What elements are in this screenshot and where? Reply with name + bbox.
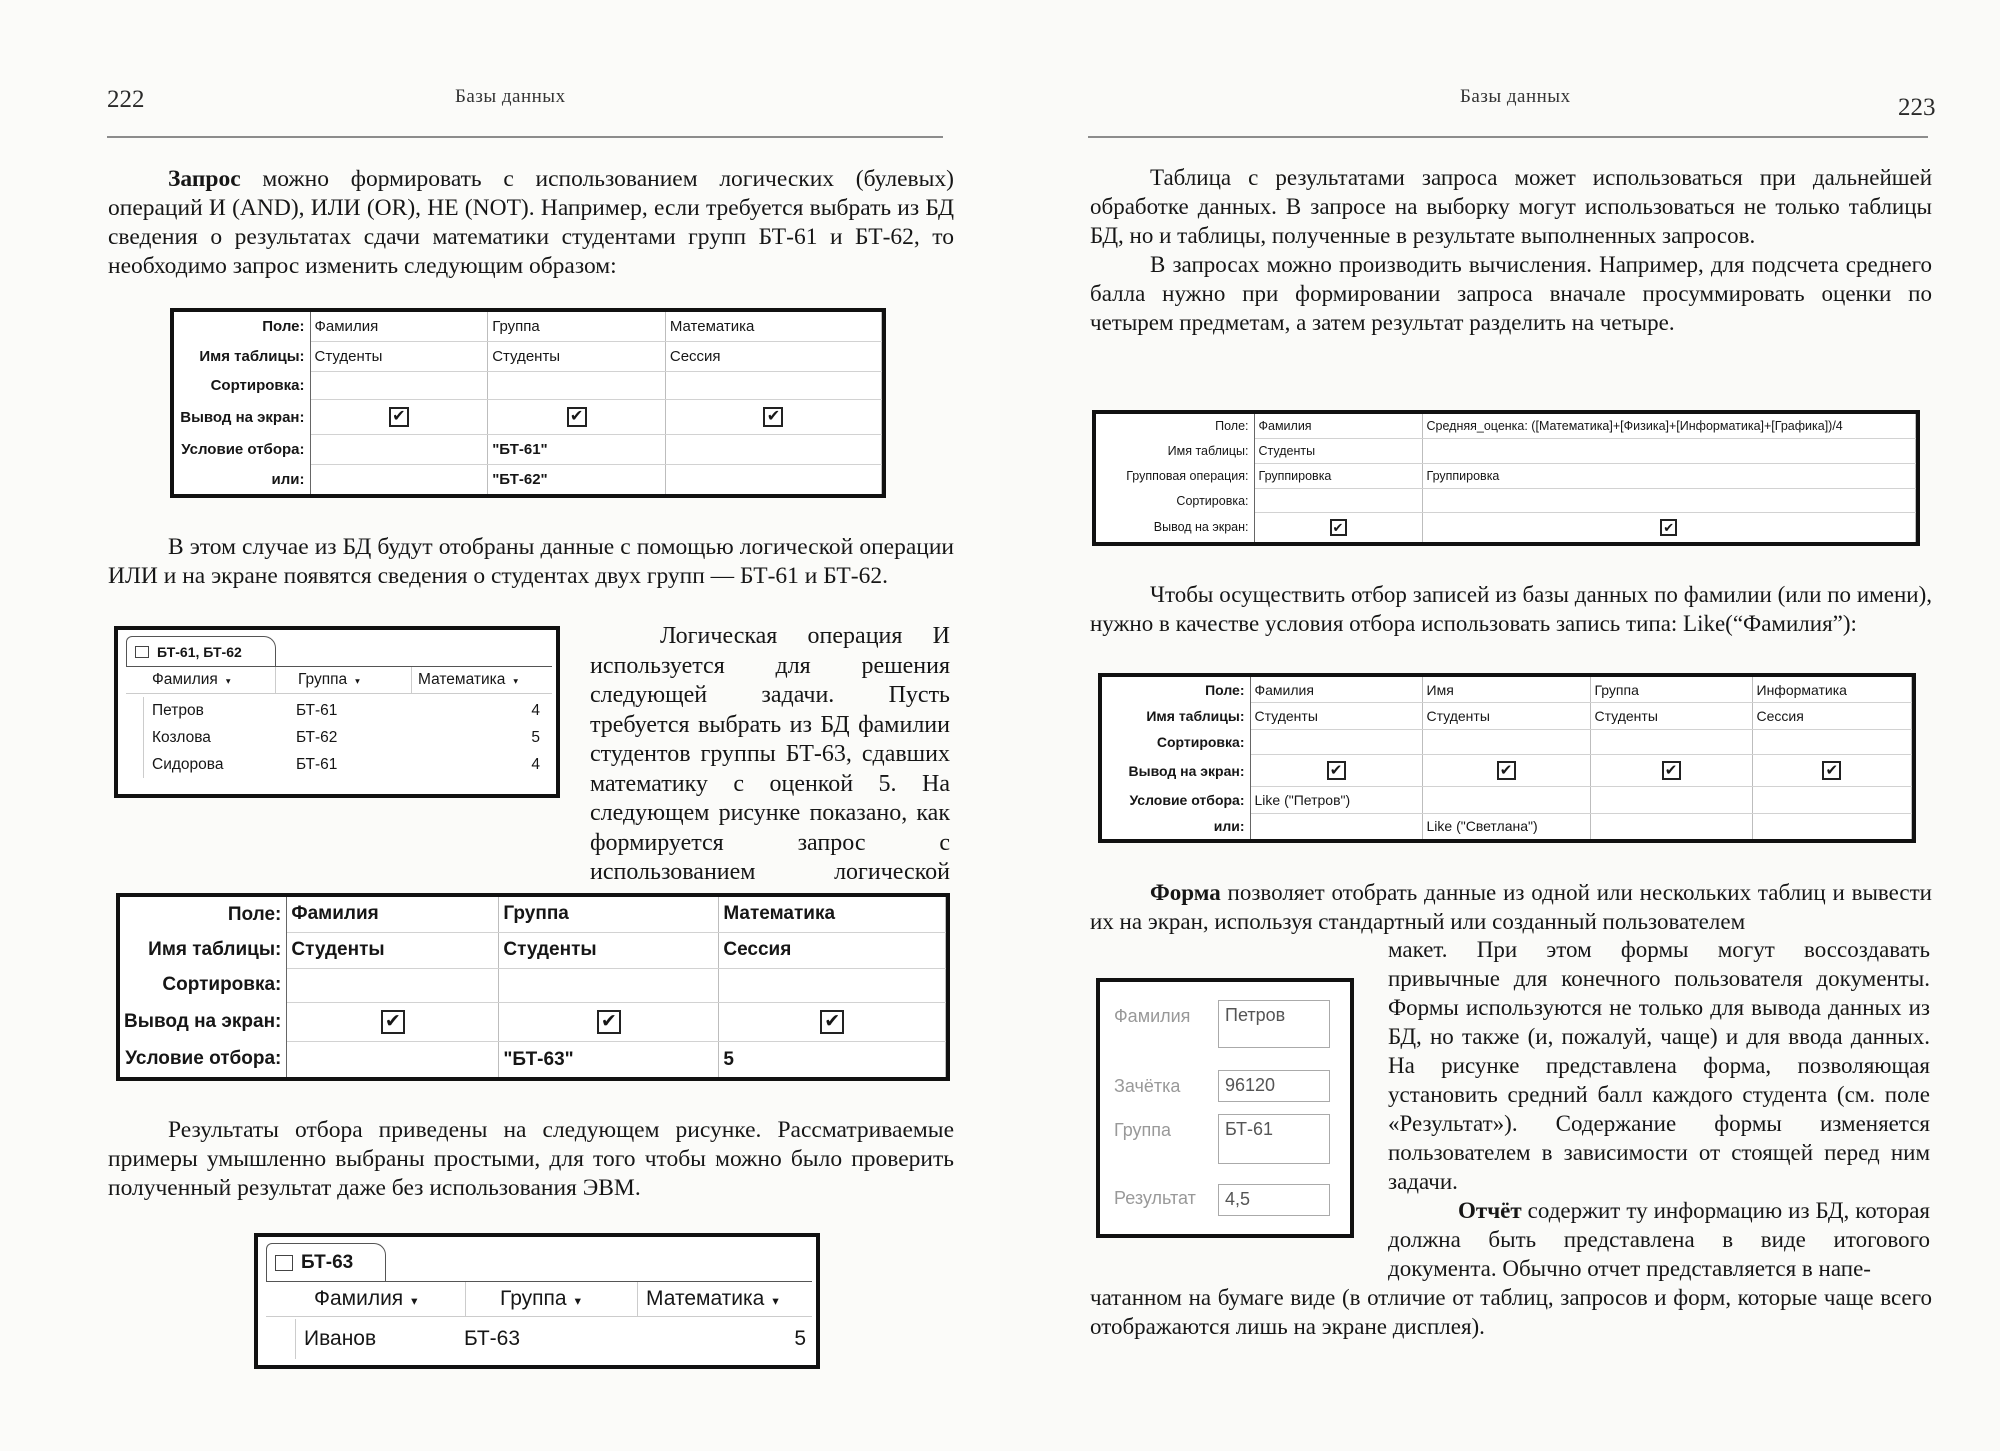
running-head: Базы данных xyxy=(1460,86,1571,107)
grid-label: Условие отбора: xyxy=(120,1042,287,1077)
show-checkbox[interactable]: ✔ xyxy=(763,407,783,427)
table-cell[interactable]: Сессия xyxy=(1752,703,1912,730)
student-form xyxy=(1096,978,1354,1238)
field-cell[interactable]: Группа xyxy=(499,897,719,932)
grid-label: Сортировка: xyxy=(174,371,310,399)
query-design-grid-or xyxy=(170,308,886,498)
grid-label: Имя таблицы: xyxy=(174,341,310,371)
show-checkbox[interactable]: ✔ xyxy=(567,407,587,427)
query-design-grid-and xyxy=(116,893,950,1081)
sort-cell[interactable] xyxy=(719,968,946,1002)
criteria-cell[interactable] xyxy=(287,1042,499,1077)
table-cell[interactable]: Студенты xyxy=(1250,703,1422,730)
field-cell[interactable]: Группа xyxy=(488,312,666,341)
right-page xyxy=(1000,0,2000,1451)
or-cell[interactable] xyxy=(665,465,881,494)
column-header[interactable]: Группа ▾ xyxy=(466,1282,638,1316)
or-cell[interactable]: "БТ-62" xyxy=(488,465,666,494)
column-header[interactable]: Математика ▾ xyxy=(418,671,519,688)
criteria-cell[interactable]: 5 xyxy=(719,1042,946,1077)
grid-label: Поле: xyxy=(1096,414,1254,438)
show-checkbox[interactable]: ✔ xyxy=(1330,519,1347,536)
page-number: 223 xyxy=(1898,94,1936,121)
show-checkbox[interactable]: ✔ xyxy=(1822,761,1841,780)
paragraph: В этом случае из БД будут отобраны данные с помощью логической операции ИЛИ и на экране появятся сведения о студентах двух групп — БТ-61 и БТ-62. xyxy=(108,534,954,589)
grid-label: Условие отбора: xyxy=(174,435,310,465)
table-cell[interactable]: Студенты xyxy=(310,341,488,371)
term-zapros: Запрос xyxy=(168,166,241,192)
grid-label: Имя таблицы: xyxy=(120,932,287,968)
paragraph: чатанном на бумаге виде (в отличие от таблиц, запросов и форм, которые чаще всего отображаются лишь на экране дисплея). xyxy=(1090,1285,1932,1339)
table-cell[interactable] xyxy=(1422,438,1916,463)
sort-cell[interactable] xyxy=(1590,730,1752,755)
table-cell[interactable]: Студенты xyxy=(1254,438,1422,463)
table-cell[interactable]: Студенты xyxy=(1422,703,1590,730)
field-cell[interactable]: Фамилия xyxy=(287,897,499,932)
table-icon xyxy=(275,1255,293,1271)
grid-label: Вывод на экран: xyxy=(120,1003,287,1042)
group-cell[interactable]: Группировка xyxy=(1254,464,1422,489)
datasheet-and-result xyxy=(254,1233,820,1369)
header-rule xyxy=(1088,136,1928,138)
query-design-grid-avg xyxy=(1092,410,1920,546)
paragraph: Форма позволяет отобрать данные из одной или нескольких таблиц и вывести их на экран, используя стандартный или созданный пользователем xyxy=(1090,880,1932,934)
grid-label: Сортировка: xyxy=(1102,730,1250,755)
table-cell[interactable]: Сессия xyxy=(719,932,946,968)
grid-label: Имя таблицы: xyxy=(1102,703,1250,730)
grid-label: Условие отбора: xyxy=(1102,786,1250,813)
form-label: Группа xyxy=(1114,1120,1172,1140)
table-cell[interactable]: Студенты xyxy=(488,341,666,371)
header-rule xyxy=(107,136,943,138)
column-header[interactable]: Фамилия ▾ xyxy=(266,1282,466,1316)
grid-label: Вывод на экран: xyxy=(1096,512,1254,542)
paragraph: Результаты отбора приведены на следующем рисунке. Рассматриваемые примеры умышленно выбраны простыми, для того чтобы можно было проверить полученный результат даже без использования ЭВМ. xyxy=(108,1117,954,1201)
sort-cell[interactable] xyxy=(1422,730,1590,755)
criteria-cell[interactable]: Like ("Петров") xyxy=(1250,786,1422,813)
field-cell[interactable]: Имя xyxy=(1422,677,1590,703)
sort-cell[interactable] xyxy=(287,968,499,1002)
grid-label: Поле: xyxy=(174,312,310,341)
field-cell[interactable]: Информатика xyxy=(1752,677,1912,703)
form-label: Фамилия xyxy=(1114,1006,1191,1026)
field-cell[interactable]: Математика xyxy=(665,312,881,341)
criteria-cell[interactable]: "БТ-61" xyxy=(488,435,666,465)
form-label: Зачётка xyxy=(1114,1076,1181,1096)
paragraph: Чтобы осуществить отбор записей из базы данных по фамилии (или по имени), нужно в качестве условия отбора использовать запись типа: Like(“Фамилия”): xyxy=(1090,582,1932,636)
column-header[interactable]: Математика ▾ xyxy=(646,1287,779,1310)
show-checkbox[interactable]: ✔ xyxy=(820,1010,844,1034)
or-cell[interactable] xyxy=(310,465,488,494)
query-design-grid-like xyxy=(1098,673,1916,843)
paragraph-wrap: Логическая операция И используется для решения следующей задачи. Пусть требуется выбрать из БД фамилии студентов группы БТ-63, сдавших математику с оценкой 5. На следующем рисунке показано, как формируется запрос с использованием логической xyxy=(590,623,950,885)
criteria-cell[interactable] xyxy=(1590,786,1752,813)
grid-label: Сортировка: xyxy=(120,968,287,1002)
paragraph: Запрос можно формировать с использованием логических (булевых) операций И (AND), ИЛИ (OR), НЕ (NOT). Например, если требуется выбрать из БД сведения о результатах сдачи математики студентами групп БТ-61 и БТ-62, то необходимо запрос изменить следующим образом: xyxy=(108,166,954,279)
field-cell[interactable]: Средняя_оценка: ([Математика]+[Физика]+[Информатика]+[Графика])/4 xyxy=(1422,414,1916,438)
show-checkbox[interactable]: ✔ xyxy=(389,407,409,427)
field-cell[interactable]: Математика xyxy=(719,897,946,932)
datasheet-header xyxy=(126,666,552,694)
table-row[interactable]: Козлова БТ-62 5 xyxy=(126,724,540,751)
grid-label: Групповая операция: xyxy=(1096,464,1254,489)
grid-label: Поле: xyxy=(120,897,287,932)
group-cell[interactable]: Группировка xyxy=(1422,464,1916,489)
datasheet-tab[interactable]: БТ-61, БТ-62 xyxy=(126,636,276,666)
term-forma: Форма xyxy=(1150,880,1221,905)
grid-label: Поле: xyxy=(1102,677,1250,703)
show-checkbox[interactable]: ✔ xyxy=(1662,761,1681,780)
or-cell[interactable] xyxy=(1752,813,1912,839)
or-cell[interactable]: Like ("Светлана") xyxy=(1422,813,1590,839)
table-icon xyxy=(135,646,149,658)
result-field[interactable]: 4,5 xyxy=(1218,1184,1330,1216)
criteria-cell[interactable] xyxy=(1752,786,1912,813)
grid-label: Имя таблицы: xyxy=(1096,438,1254,463)
grid-label: Сортировка: xyxy=(1096,489,1254,513)
criteria-cell[interactable] xyxy=(310,435,488,465)
show-checkbox[interactable]: ✔ xyxy=(1497,761,1516,780)
or-cell[interactable] xyxy=(1250,813,1422,839)
table-row[interactable]: Петров БТ-61 4 xyxy=(126,697,540,724)
sort-cell[interactable] xyxy=(665,371,881,399)
grid-label: или: xyxy=(174,465,310,494)
criteria-cell[interactable] xyxy=(1422,786,1590,813)
show-checkbox[interactable]: ✔ xyxy=(1660,519,1677,536)
grid-label: или: xyxy=(1102,813,1250,839)
table-cell[interactable]: Сессия xyxy=(665,341,881,371)
or-cell[interactable] xyxy=(1590,813,1752,839)
field-cell[interactable]: Фамилия xyxy=(1254,414,1422,438)
criteria-cell[interactable]: "БТ-63" xyxy=(499,1042,719,1077)
sort-cell[interactable] xyxy=(1752,730,1912,755)
group-field[interactable]: БТ-61 xyxy=(1218,1114,1330,1164)
form-label: Результат xyxy=(1114,1188,1196,1208)
column-header[interactable]: Группа ▾ xyxy=(276,667,412,693)
paragraph-wrap: макет. При этом формы могут воссоздавать привычные для конечного пользователя документы. Формы используются не только для вывода данных из БД, но также (и, пожалуй, чаще) и для ввода данных. На рисунке представлена форма, позволяющая установить средний балл каждого студента (см. поле «Результат»). Содержание формы изменяется пользователем в зависимости от стоящей перед ним задачи. Отчёт содержит ту информацию из БД, которая должна быть представлена в виде итогового документа. Обычно отчет представляется в напе- xyxy=(1388,937,1930,1281)
term-otchet: Отчёт xyxy=(1458,1198,1522,1223)
column-header[interactable]: Фамилия ▾ xyxy=(126,667,276,693)
table-cell[interactable]: Студенты xyxy=(499,932,719,968)
table-cell[interactable]: Студенты xyxy=(1590,703,1752,730)
table-row[interactable]: Сидорова БТ-61 4 xyxy=(126,751,540,778)
table-row[interactable]: Иванов БТ-63 5 xyxy=(266,1319,806,1359)
grid-label: Вывод на экран: xyxy=(174,400,310,435)
table-cell[interactable]: Студенты xyxy=(287,932,499,968)
datasheet-tab[interactable]: БТ-63 xyxy=(266,1243,386,1281)
sort-cell[interactable] xyxy=(488,371,666,399)
show-checkbox[interactable]: ✔ xyxy=(597,1010,621,1034)
sort-cell[interactable] xyxy=(1254,489,1422,513)
show-checkbox[interactable]: ✔ xyxy=(381,1010,405,1034)
datasheet-or-result xyxy=(114,626,560,798)
datasheet-header xyxy=(266,1281,812,1317)
field-cell[interactable]: Фамилия xyxy=(310,312,488,341)
paragraph: Таблица с результатами запроса может использоваться при дальнейшей обработке данных. В запросе на выборку могут использоваться не только таблицы БД, но и таблицы, полученные в результате выполненных запросов. В запросах можно производить вычисления. Например, для подсчета среднего балла нужно при формировании запроса вначале просуммировать оценки по четырем предметам, а затем результат разделить на четыре. xyxy=(1090,165,1932,335)
sort-cell[interactable] xyxy=(499,968,719,1002)
field-cell[interactable]: Группа xyxy=(1590,677,1752,703)
criteria-cell[interactable] xyxy=(665,435,881,465)
grid-label: Вывод на экран: xyxy=(1102,755,1250,786)
sort-cell[interactable] xyxy=(1250,730,1422,755)
sort-cell[interactable] xyxy=(1422,489,1916,513)
running-head: Базы данных xyxy=(455,86,566,107)
sort-cell[interactable] xyxy=(310,371,488,399)
record-book-field[interactable]: 96120 xyxy=(1218,1070,1330,1102)
surname-field[interactable]: Петров xyxy=(1218,1000,1330,1048)
page-number: 222 xyxy=(107,86,145,113)
show-checkbox[interactable]: ✔ xyxy=(1327,761,1346,780)
field-cell[interactable]: Фамилия xyxy=(1250,677,1422,703)
